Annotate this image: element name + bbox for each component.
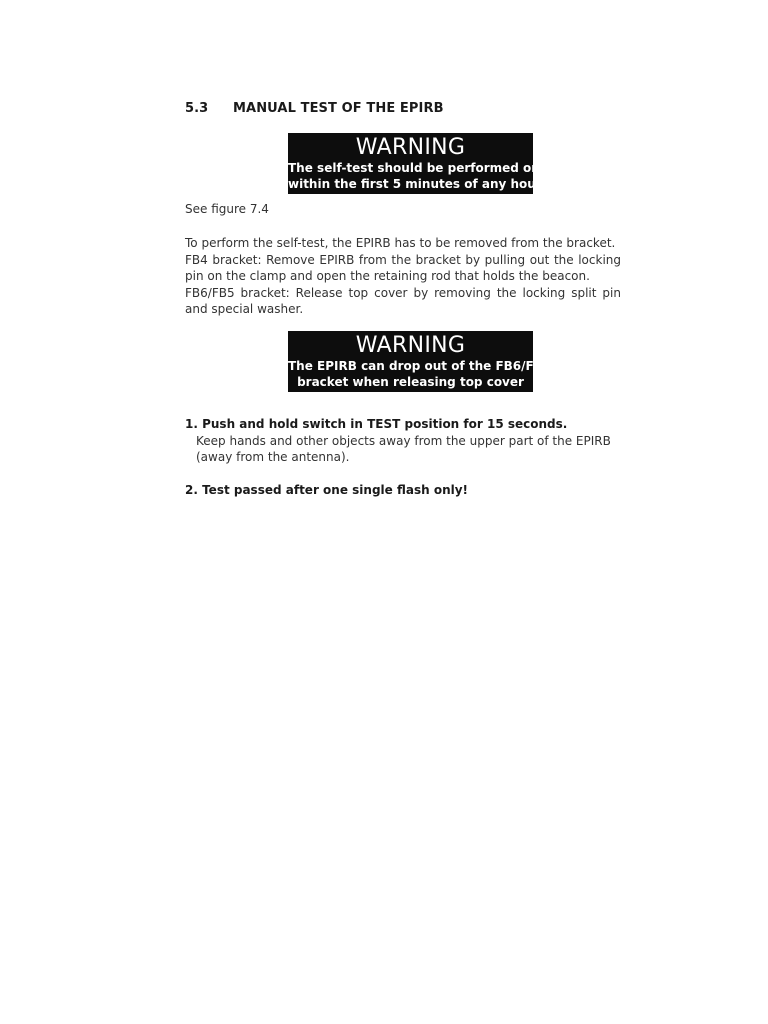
test-step-1 (185, 416, 625, 466)
warning-text-line: The EPIRB can drop out of the FB6/FB5 (288, 359, 552, 373)
section-heading (185, 101, 444, 116)
instructions-body (185, 235, 621, 318)
section-title: MANUAL TEST OF THE EPIRB (233, 101, 444, 116)
warning-box-bracket-drop (288, 331, 552, 392)
warning-text-line: bracket when releasing top cover (297, 375, 524, 389)
section-number: 5.3 (185, 101, 209, 116)
paragraph: To perform the self-test, the EPIRB has to be removed from the bracket. (185, 236, 616, 250)
warning-text-line: The self-test should be performed only (288, 161, 552, 175)
paragraph: FB4 bracket: Remove EPIRB from the bracket by pulling out the locking pin on the clamp and open the retaining rod that holds the beacon. (185, 252, 621, 284)
warning-box-self-test-timing (288, 133, 552, 194)
warning-title: WARNING (355, 333, 466, 358)
step-title: 1. Push and hold switch in TEST position for 15 seconds. (185, 417, 568, 431)
figure-reference: See figure 7.4 (185, 202, 269, 216)
step-detail: Keep hands and other objects away from the upper part of the EPIRB (away from the antenna). (196, 433, 611, 465)
test-step-2 (185, 482, 625, 499)
step-title: 2. Test passed after one single flash only! (185, 483, 469, 497)
warning-text-line: within the first 5 minutes of any hour. (288, 177, 545, 191)
paragraph: FB6/FB5 bracket: Release top cover by removing the locking split pin and special washer. (185, 285, 621, 317)
warning-title: WARNING (355, 135, 466, 160)
